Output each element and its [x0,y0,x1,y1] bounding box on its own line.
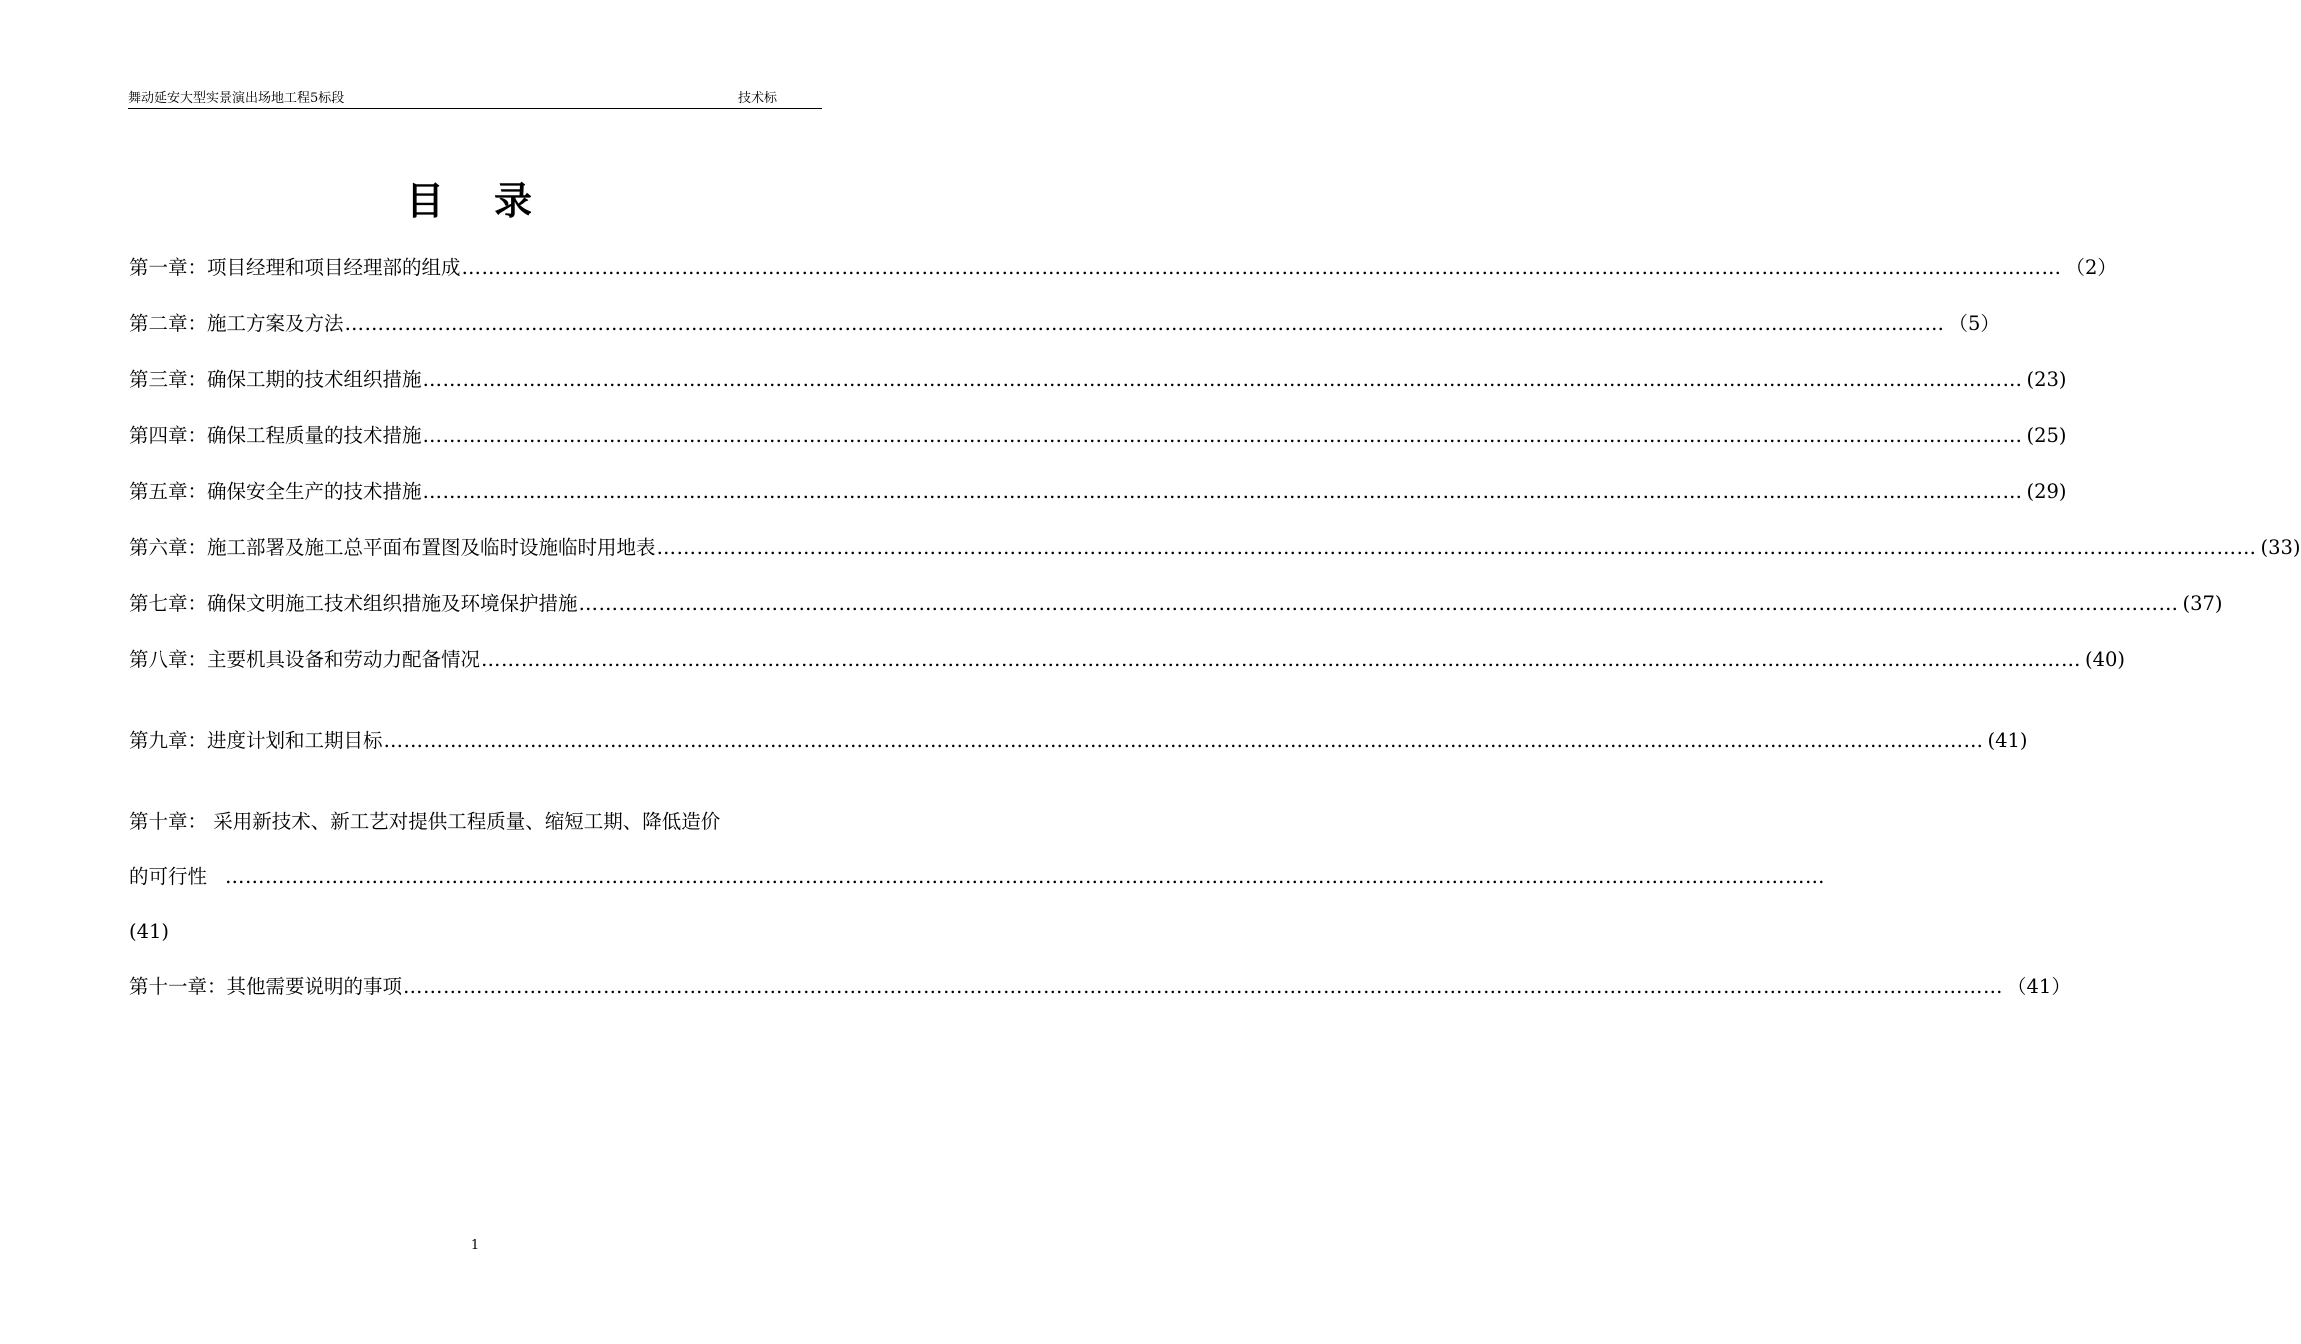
toc-entry-chapter-10-line1[interactable]: 第十章： 采用新技术、新工艺对提供工程质量、缩短工期、降低造价 [129,810,721,833]
toc-entry-page: （41） [2007,975,2071,998]
toc-entry-page: (33) [2260,536,2301,559]
toc-entry-page: (25) [2026,424,2067,447]
toc-entry-chapter-2[interactable] [129,309,2000,339]
toc-entry-chapter-6[interactable] [129,533,2301,563]
toc-entry-chapter-9[interactable] [129,726,2028,756]
toc-entry-label: 第二章：施工方案及方法 [129,312,344,335]
toc-leader-dots: …………………………………………………………………………………………………………………………………………………………………………………………………………………… [578,592,2179,615]
toc-entry-label: 第三章：确保工期的技术组织措施 [129,368,422,391]
toc-entry-page: （5） [1948,312,2000,335]
toc-entry-label: 第一章：项目经理和项目经理部的组成 [129,256,461,279]
toc-entry-label: 第七章：确保文明施工技术组织措施及环境保护措施 [129,592,578,615]
page-title: 目录 [405,178,582,223]
toc-entry-label: 第五章：确保安全生产的技术措施 [129,480,422,503]
toc-leader-dots: …………………………………………………………………………………………………………………………………………………………………………………………………………………… [461,256,2062,279]
toc-entry-page: (41) [1987,729,2028,752]
toc-entry-chapter-5[interactable] [129,477,2067,507]
toc-entry-chapter-1[interactable] [129,253,2117,283]
toc-leader-dots: …………………………………………………………………………………………………………………………………………………………………………………………………………………… [383,729,1984,752]
toc-leader-dots: …………………………………………………………………………………………………………………………………………………………………………………………………………………… [344,312,1945,335]
toc-entry-page: (29) [2026,480,2067,503]
toc-entry-label: 第十一章：其他需要说明的事项 [129,975,403,998]
toc-entry-page: (23) [2026,368,2067,391]
toc-entry-page: （2） [2065,256,2117,279]
page-header [128,90,822,109]
toc-entry-page: (37) [2182,592,2223,615]
toc-entry-chapter-7[interactable] [129,589,2223,619]
toc-entry-label: 的可行性 [129,865,208,888]
toc-entry-label: 第九章：进度计划和工期目标 [129,729,383,752]
toc-entry-label: 第四章：确保工程质量的技术措施 [129,424,422,447]
toc-leader-dots: …………………………………………………………………………………………………………………………………………………………………………………………………………………… [422,480,2023,503]
toc-entry-label: 第八章：主要机具设备和劳动力配备情况 [129,648,481,671]
toc-entry-chapter-3[interactable] [129,365,2067,395]
toc-entry-page: (40) [2085,648,2126,671]
toc-leader-dots: …………………………………………………………………………………………………………………………………………………………………………………………………………………… [225,865,1826,888]
toc-leader-dots: …………………………………………………………………………………………………………………………………………………………………………………………………………………… [403,975,2004,998]
header-project-name: 舞动延安大型实景演出场地工程5标段 [128,91,345,106]
toc-leader-dots: …………………………………………………………………………………………………………………………………………………………………………………………………………………… [422,368,2023,391]
toc-leader-dots: …………………………………………………………………………………………………………………………………………………………………………………………………………………… [422,424,2023,447]
toc-entry-chapter-8[interactable] [129,645,2126,675]
header-doc-type: 技术标 [738,91,778,106]
toc-entry-chapter-10-page: (41) [129,920,170,943]
toc-entry-chapter-11[interactable] [129,972,2071,1002]
page-number: 1 [470,1238,480,1253]
toc-leader-dots: …………………………………………………………………………………………………………………………………………………………………………………………………………………… [656,536,2257,559]
toc-entry-chapter-4[interactable] [129,421,2067,451]
toc-entry-chapter-10-line2[interactable] [129,862,1826,892]
toc-entry-label: 第六章：施工部署及施工总平面布置图及临时设施临时用地表 [129,536,656,559]
toc-leader-dots: …………………………………………………………………………………………………………………………………………………………………………………………………………………… [481,648,2082,671]
